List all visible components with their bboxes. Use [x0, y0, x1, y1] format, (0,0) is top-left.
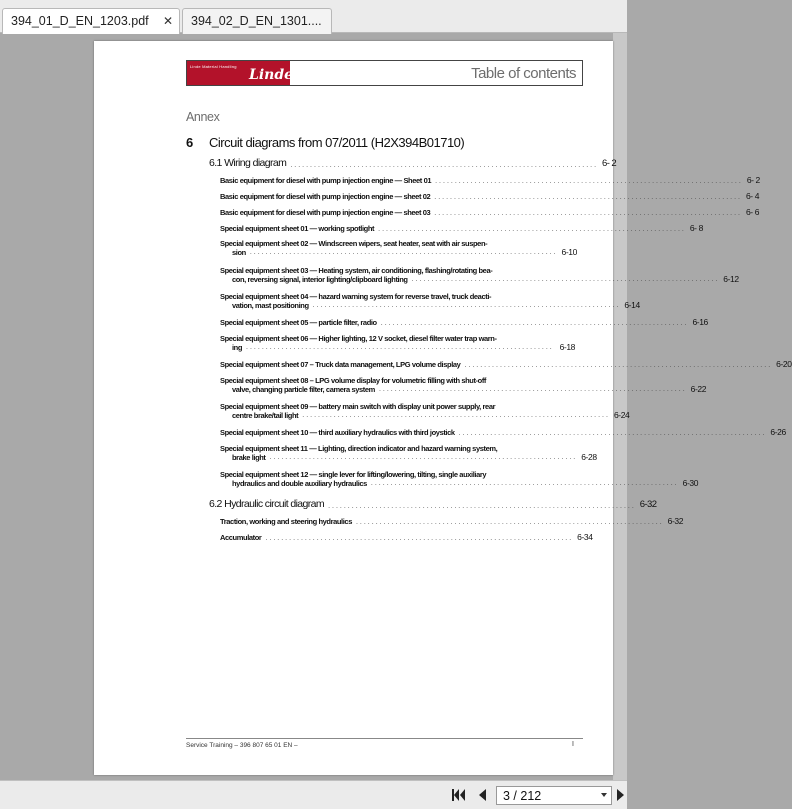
toc-entry[interactable]: Accumulator .............................................................................. 6-34: [220, 532, 593, 542]
toc-entry[interactable]: Special equipment sheet 04 — hazard warning system for reverse travel, truck deacti- vation, mast positioning .............................................................................. 6-14: [220, 292, 640, 310]
toc-entry[interactable]: Traction, working and steering hydraulics .............................................................................. 6-32: [220, 516, 684, 526]
toc-entry[interactable]: Special equipment sheet 11 — Lighting, direction indicator and hazard warning system, brake light .............................................................................. 6-28: [220, 444, 597, 462]
footer-text: Service Training – 396 807 65 01 EN –: [186, 742, 298, 749]
next-page-icon[interactable]: [614, 787, 630, 803]
toc-entry[interactable]: Basic equipment for diesel with pump injection engine — Sheet 01 .............................................................................. 6- 2: [220, 175, 760, 185]
chapter-title: Circuit diagrams from 07/2011 (H2X394B01710): [209, 135, 465, 150]
toc-section[interactable]: 6.1 Wiring diagram .............................................................................. 6- 2: [209, 157, 617, 169]
footer-divider: [186, 738, 583, 739]
annex-heading: Annex: [186, 110, 220, 124]
page-indicator: 3 / 212: [503, 789, 542, 803]
toc-entry[interactable]: Basic equipment for diesel with pump injection engine — sheet 03 .............................................................................. 6- 6: [220, 207, 760, 217]
toc-entry[interactable]: Special equipment sheet 10 — third auxiliary hydraulics with third joystick .............................................................................. 6-26: [220, 427, 786, 437]
navigation-bar: [0, 780, 627, 809]
toc-entry[interactable]: Special equipment sheet 01 — working spotlight .............................................................................. 6- 8: [220, 223, 703, 233]
toc-entry[interactable]: Special equipment sheet 03 — Heating system, air conditioning, flashing/rotating bea- con, reversing signal, interior lighting/clipboard lighting .............................................................................. 6-12: [220, 266, 739, 284]
vertical-scrollbar[interactable]: [613, 33, 627, 780]
pdf-page: [94, 41, 792, 775]
previous-page-icon[interactable]: [474, 787, 490, 803]
toc-entry[interactable]: Special equipment sheet 12 — single lever for lifting/lowering, tilting, single auxiliary hydraulics and double auxiliary hydraulics .............................................................................. 6-30: [220, 470, 699, 488]
footer-page-number: I: [572, 741, 574, 748]
tab-label: 394_01_D_EN_1203.pdf: [11, 14, 149, 28]
chapter-number: 6: [186, 135, 194, 150]
toc-entry[interactable]: Special equipment sheet 05 — particle filter, radio .............................................................................. 6-16: [220, 317, 708, 327]
page-selector[interactable]: [496, 786, 612, 805]
tab-active-document[interactable]: [2, 8, 180, 34]
chevron-down-icon: [601, 793, 607, 797]
close-tab-icon[interactable]: ✕: [162, 14, 173, 28]
page-header: [186, 60, 583, 86]
toc-section[interactable]: 6.2 Hydraulic circuit diagram .............................................................................. 6-32: [209, 498, 657, 510]
first-page-icon[interactable]: [450, 787, 466, 803]
toc-entry[interactable]: Special equipment sheet 09 — battery main switch with display unit power supply, rear centre brake/tail light .............................................................................. 6-24: [220, 402, 630, 420]
toc-entry[interactable]: Special equipment sheet 08 – LPG volume display for volumetric filling with shut-off valve, changing particle filter, camera system .............................................................................. 6-22: [220, 376, 707, 394]
page-header-title: Table of contents: [471, 65, 576, 82]
toc-entry[interactable]: Special equipment sheet 06 — Higher lighting, 12 V socket, diesel filter water trap warn- ing .............................................................................. 6-18: [220, 334, 575, 352]
toc-entry[interactable]: Special equipment sheet 07 – Truck data management, LPG volume display .............................................................................. 6-20: [220, 359, 792, 369]
toc-entry[interactable]: Special equipment sheet 02 — Windscreen wipers, seat heater, seat with air suspen- sion .............................................................................. 6-10: [220, 239, 577, 257]
linde-logo: Linde Material Handling Linde: [187, 61, 290, 85]
tab-bar: [0, 0, 627, 33]
toc-entry[interactable]: Basic equipment for diesel with pump injection engine — sheet 02 .............................................................................. 6- 4: [220, 191, 760, 201]
tab-second-document[interactable]: [182, 8, 332, 34]
tab-label: 394_02_D_EN_1301....: [191, 14, 322, 28]
